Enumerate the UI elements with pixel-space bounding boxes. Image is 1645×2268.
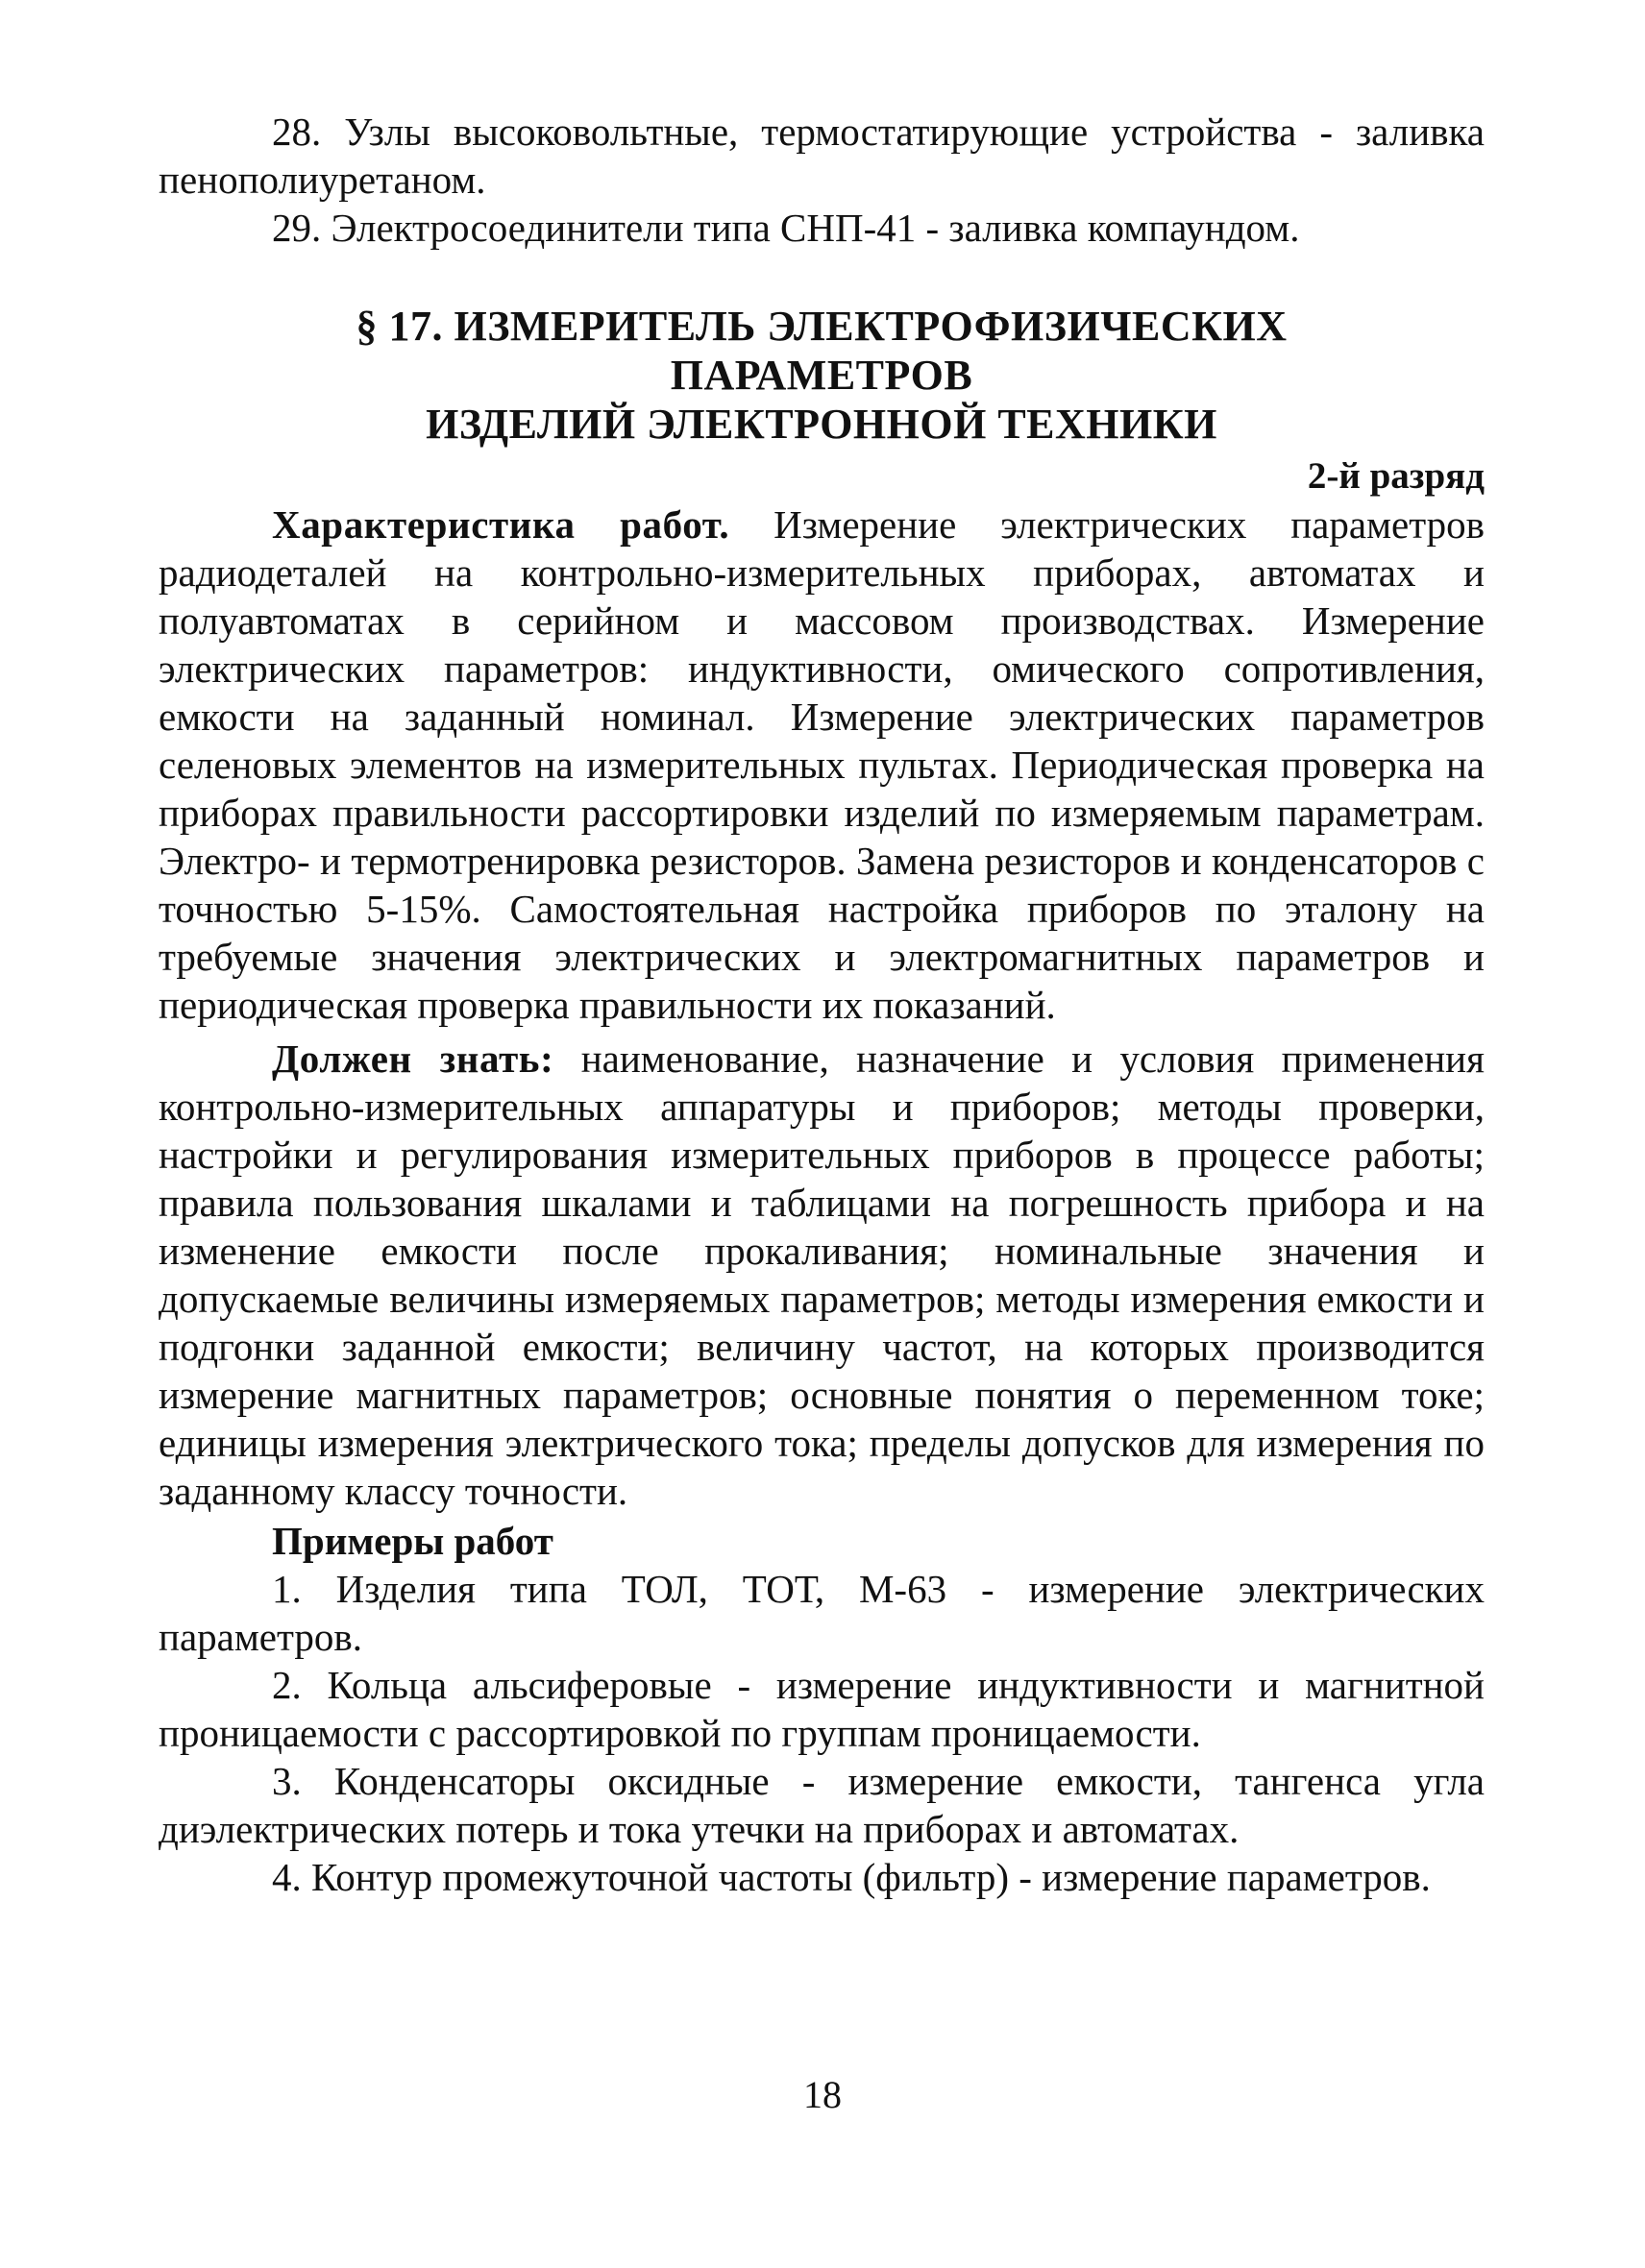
heading-line-1: § 17. ИЗМЕРИТЕЛЬ ЭЛЕКТРОФИЗИЧЕСКИХ xyxy=(356,303,1288,350)
knowledge-text: наименование, назначение и условия применения контрольно-измерительных аппаратуры и приборов; методы проверки, настройки и регулирования измерительных приборов в процессе работы; правила пользования шкалами и таблицами на погрешность прибора и на изменение емкости после прокаливания; номинальные значения и допускаемые величины измеряемых параметров; методы измерения емкости и подгонки заданной емкости; величину частот, на которых производится измерение магнитных параметров; основные понятия о переменном токе; единицы измерения электрического тока; пределы допусков для измерения по заданному классу точности. xyxy=(159,1036,1485,1513)
example-item-2: 2. Кольца альсиферовые - измерение индуктивности и магнитной проницаемости с рассортировкой по группам проницаемости. xyxy=(159,1663,1485,1755)
characteristics-text: Измерение электрических параметров радиодеталей на контрольно-измерительных приборах, автоматах и полуавтоматах в серийном и массовом производствах. Измерение электрических параметров: индуктивности, омического сопротивления, емкости на заданный номинал. Измерение электрических параметров селеновых элементов на измерительных пультах. Периодическая проверка на приборах правильности рассортировки изделий по измеряемым параметрам. Электро- и термотренировка резисторов. Замена резисторов и конденсаторов с точностью 5-15%. Самостоятельная настройка приборов по эталону на требуемые значения электрических и электромагнитных параметров и периодическая проверка правильности их показаний. xyxy=(159,502,1485,1027)
top-item-29: 29. Электросоединители типа СНП-41 - заливка компаундом. xyxy=(272,206,1300,250)
knowledge-label: Должен знать: xyxy=(272,1036,554,1081)
heading-line-3: ИЗДЕЛИЙ ЭЛЕКТРОННОЙ ТЕХНИКИ xyxy=(426,401,1217,448)
top-item-28: 28. Узлы высоковольтные, термостатирующие устройства - заливка пенополиуретаном. xyxy=(159,110,1485,202)
example-item-3: 3. Конденсаторы оксидные - измерение емкости, тангенса угла диэлектрических потерь и тока утечки на приборах и автоматах. xyxy=(159,1759,1485,1851)
characteristics-label: Характеристика работ. xyxy=(272,502,730,547)
example-item-4: 4. Контур промежуточной частоты (фильтр) - измерение параметров. xyxy=(272,1855,1431,1899)
examples-title: Примеры работ xyxy=(272,1519,553,1563)
grade-label: 2-й разряд xyxy=(1307,455,1485,497)
document-page xyxy=(159,108,1485,1901)
page-number: 18 xyxy=(803,2073,842,2116)
section-heading xyxy=(159,302,1485,449)
knowledge-paragraph xyxy=(159,1035,1485,1515)
heading-line-2: ПАРАМЕТРОВ xyxy=(670,352,973,399)
characteristics-paragraph xyxy=(159,500,1485,1029)
example-item-1: 1. Изделия типа ТОЛ, ТОТ, М-63 - измерение электрических параметров. xyxy=(159,1567,1485,1659)
